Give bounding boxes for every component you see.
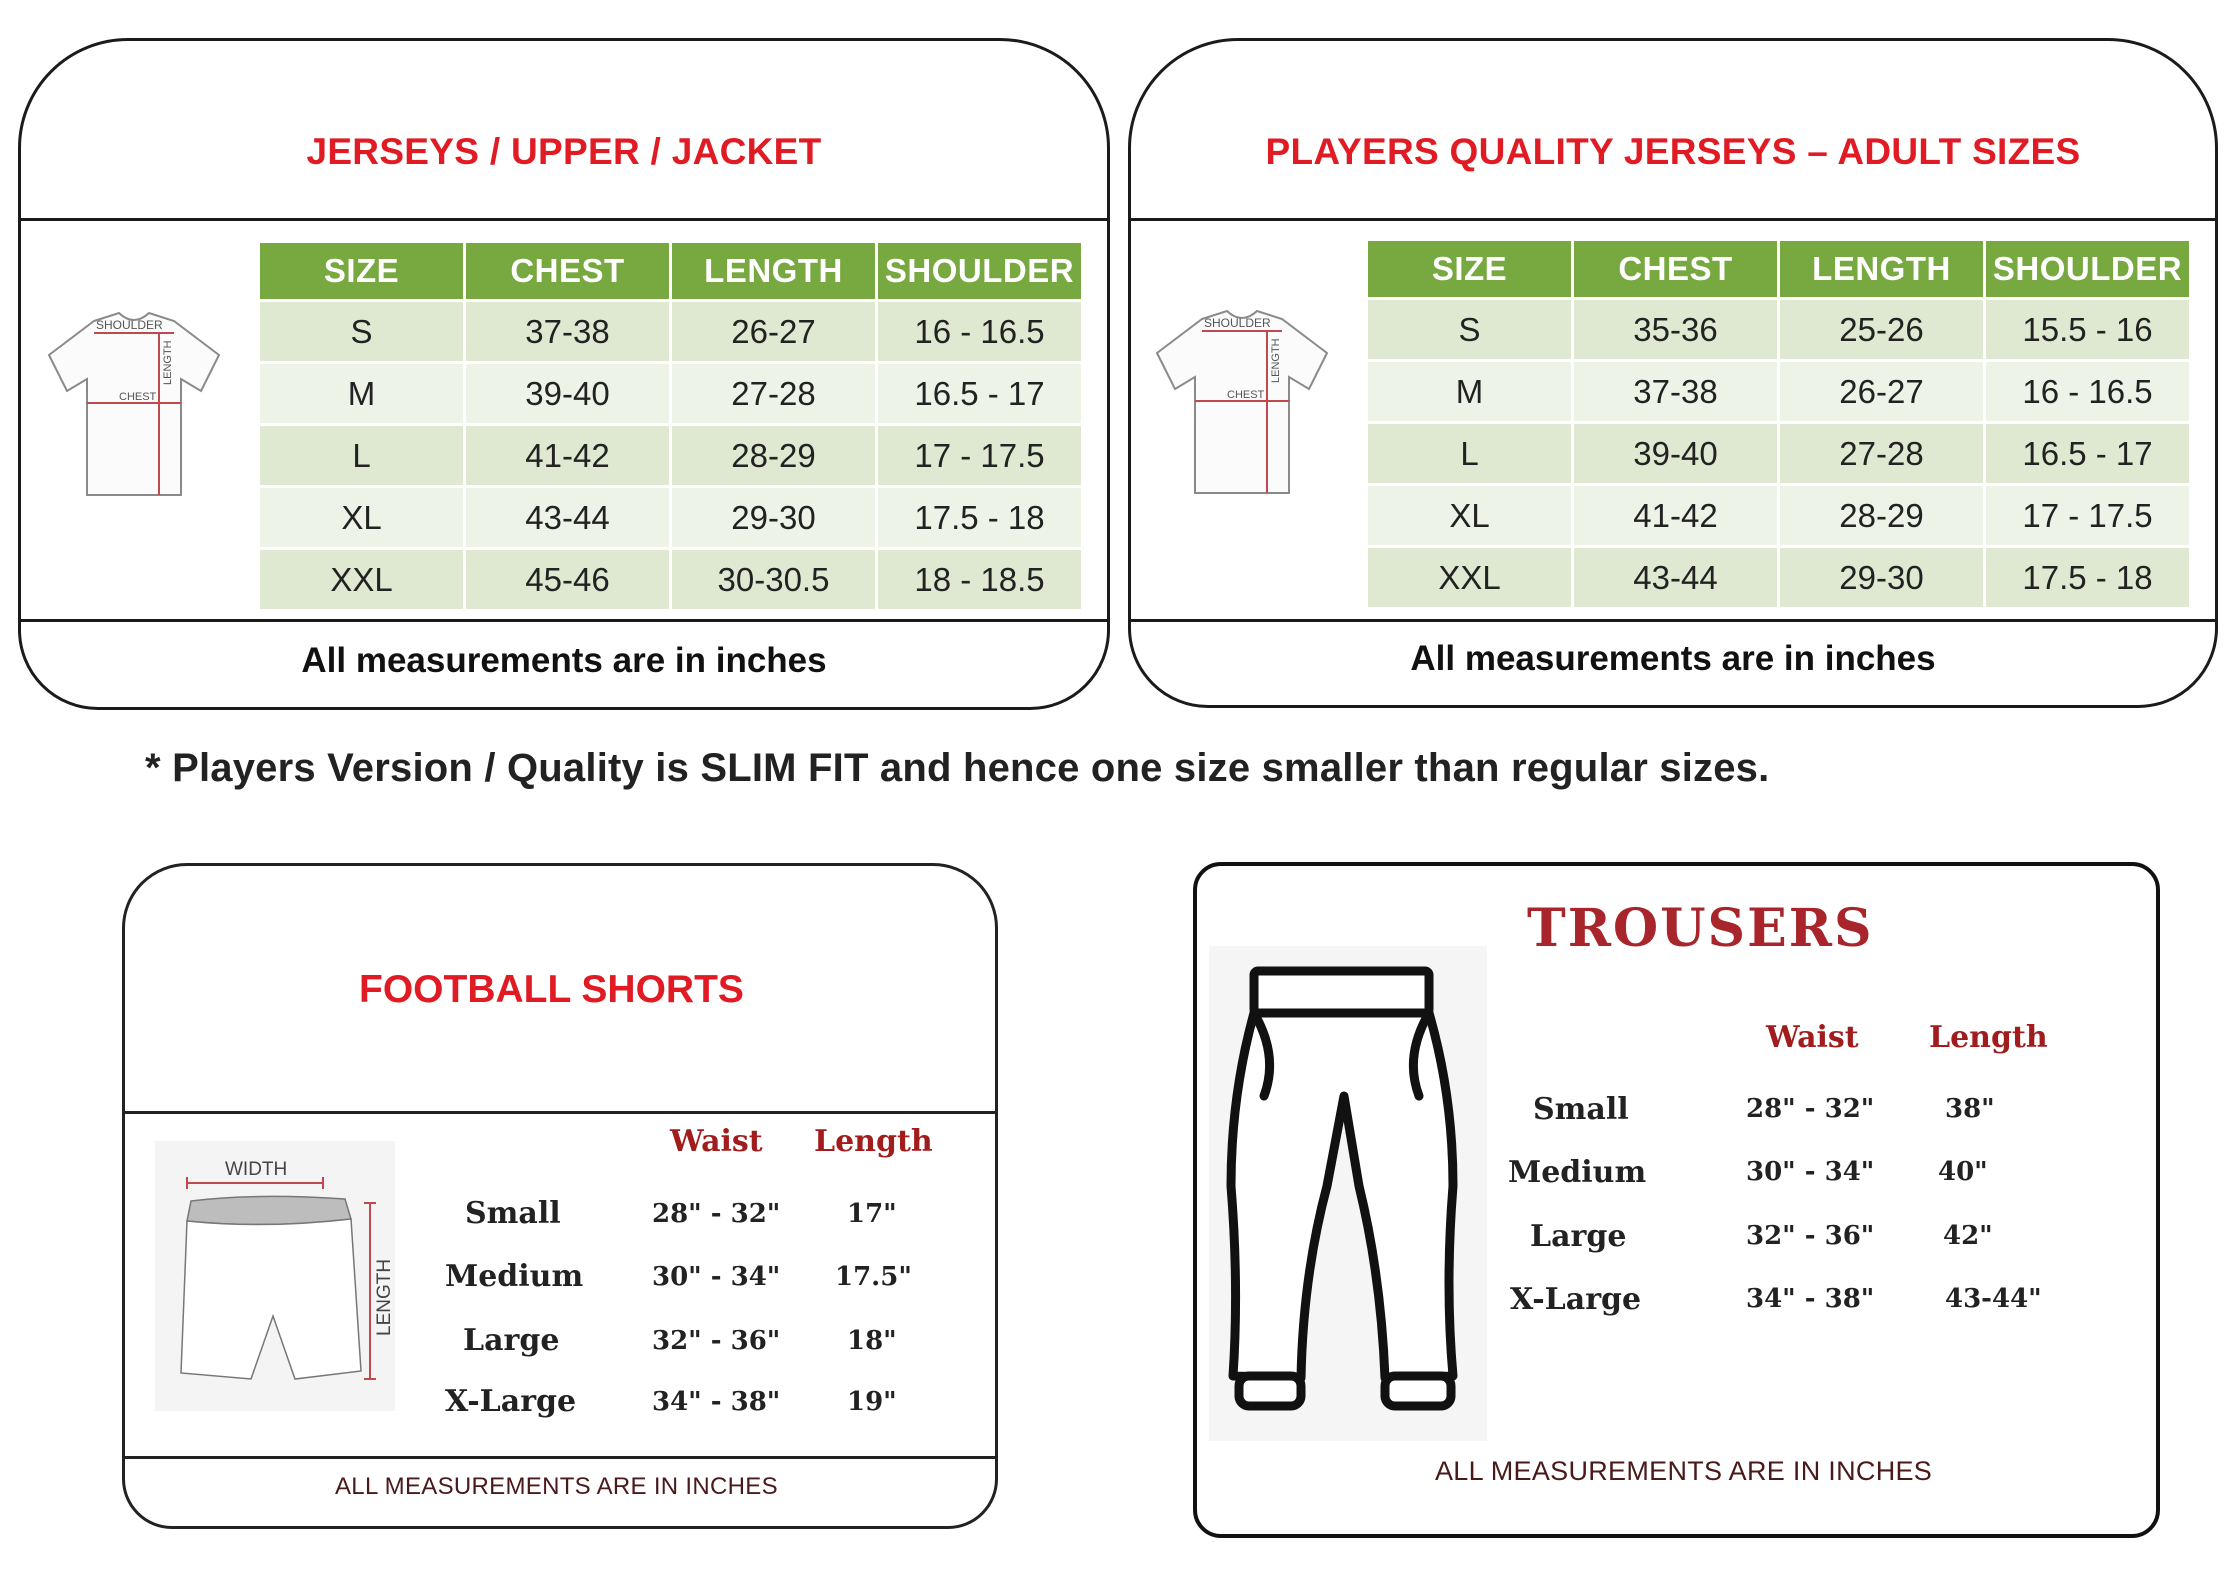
length-cell: 27-28 bbox=[1780, 424, 1983, 483]
jersey-card-footer: All measurements are in inches bbox=[301, 641, 827, 680]
trousers-length-xlarge: 43-44" bbox=[1945, 1284, 2042, 1314]
table-row bbox=[1368, 548, 2189, 607]
shorts-card-footer: ALL MEASUREMENTS ARE IN INCHES bbox=[335, 1473, 778, 1500]
trousers-length-small: 38" bbox=[1945, 1094, 1995, 1124]
trousers-diagram-icon bbox=[1209, 946, 1487, 1441]
trousers-waist-header: Waist bbox=[1766, 1020, 1859, 1055]
chest-label: CHEST bbox=[119, 391, 157, 403]
shorts-size-medium: Medium bbox=[445, 1259, 584, 1294]
shorts-waist-header: Waist bbox=[670, 1124, 763, 1159]
chest-cell: 41-42 bbox=[466, 426, 669, 485]
shorts-length-medium: 17.5" bbox=[835, 1262, 912, 1292]
length-cell: 25-26 bbox=[1780, 300, 1983, 359]
header-size: SIZE bbox=[1368, 241, 1571, 297]
size-cell: L bbox=[260, 426, 463, 485]
length-cell: 30-30.5 bbox=[672, 550, 875, 609]
table-row bbox=[1368, 424, 2189, 483]
shorts-size-large: Large bbox=[463, 1323, 560, 1358]
header-shoulder: SHOULDER bbox=[1986, 241, 2189, 297]
table-row bbox=[1368, 486, 2189, 545]
shorts-size-card bbox=[122, 863, 998, 1529]
trousers-length-large: 42" bbox=[1943, 1221, 1993, 1251]
width-label: WIDTH bbox=[225, 1159, 288, 1180]
shorts-length-large: 18" bbox=[847, 1326, 897, 1356]
shoulder-cell: 17 - 17.5 bbox=[1986, 486, 2189, 545]
size-cell: XL bbox=[260, 488, 463, 547]
trousers-size-large: Large bbox=[1530, 1219, 1627, 1254]
trousers-size-card bbox=[1193, 862, 2160, 1538]
size-cell: XL bbox=[1368, 486, 1571, 545]
trousers-waist-small: 28" - 32" bbox=[1746, 1094, 1875, 1124]
divider bbox=[18, 619, 1110, 622]
table-row bbox=[1368, 300, 2189, 359]
shorts-waist-large: 32" - 36" bbox=[652, 1326, 781, 1356]
tshirt-diagram-icon bbox=[1147, 301, 1337, 501]
divider bbox=[1128, 218, 2218, 221]
shorts-length-xlarge: 19" bbox=[847, 1387, 897, 1417]
shoulder-cell: 18 - 18.5 bbox=[878, 550, 1081, 609]
header-length: LENGTH bbox=[672, 243, 875, 299]
trousers-card-footer: ALL MEASUREMENTS ARE IN INCHES bbox=[1435, 1456, 1933, 1486]
players-size-table bbox=[1365, 238, 2192, 610]
trousers-size-xlarge: X-Large bbox=[1510, 1282, 1642, 1317]
table-row bbox=[260, 364, 1081, 423]
shoulder-cell: 17.5 - 18 bbox=[878, 488, 1081, 547]
header-size: SIZE bbox=[260, 243, 463, 299]
size-cell: S bbox=[260, 302, 463, 361]
shoulder-cell: 15.5 - 16 bbox=[1986, 300, 2189, 359]
shoulder-cell: 17.5 - 18 bbox=[1986, 548, 2189, 607]
trousers-waist-medium: 30" - 34" bbox=[1746, 1157, 1875, 1187]
table-row bbox=[260, 302, 1081, 361]
shoulder-label: SHOULDER bbox=[96, 318, 163, 332]
chest-cell: 45-46 bbox=[466, 550, 669, 609]
length-cell: 26-27 bbox=[1780, 362, 1983, 421]
chest-cell: 41-42 bbox=[1574, 486, 1777, 545]
table-row bbox=[260, 550, 1081, 609]
length-label: LENGTH bbox=[374, 1258, 395, 1336]
size-cell: M bbox=[260, 364, 463, 423]
shorts-length-small: 17" bbox=[847, 1199, 897, 1229]
trousers-size-small: Small bbox=[1533, 1092, 1629, 1127]
trousers-length-medium: 40" bbox=[1938, 1157, 1988, 1187]
shoulder-cell: 16.5 - 17 bbox=[1986, 424, 2189, 483]
divider bbox=[18, 218, 1110, 221]
divider bbox=[1128, 619, 2218, 622]
trousers-waist-xlarge: 34" - 38" bbox=[1746, 1284, 1875, 1314]
divider bbox=[122, 1111, 998, 1114]
size-cell: M bbox=[1368, 362, 1571, 421]
shoulder-label: SHOULDER bbox=[1204, 316, 1271, 330]
shorts-waist-xlarge: 34" - 38" bbox=[652, 1387, 781, 1417]
table-row bbox=[260, 488, 1081, 547]
header-chest: CHEST bbox=[1574, 241, 1777, 297]
length-cell: 28-29 bbox=[672, 426, 875, 485]
trousers-waist-large: 32" - 36" bbox=[1746, 1221, 1875, 1251]
chest-cell: 39-40 bbox=[1574, 424, 1777, 483]
trousers-length-header: Length bbox=[1929, 1020, 2048, 1055]
trousers-size-medium: Medium bbox=[1508, 1155, 1647, 1190]
size-cell: L bbox=[1368, 424, 1571, 483]
length-cell: 28-29 bbox=[1780, 486, 1983, 545]
shoulder-cell: 16 - 16.5 bbox=[1986, 362, 2189, 421]
jersey-card-title: JERSEYS / UPPER / JACKET bbox=[306, 131, 822, 172]
length-cell: 26-27 bbox=[672, 302, 875, 361]
trousers-card-title: TROUSERS bbox=[1527, 898, 1874, 959]
tshirt-diagram-icon bbox=[39, 303, 229, 503]
length-label: LENGTH bbox=[1270, 338, 1282, 383]
shoulder-cell: 16 - 16.5 bbox=[878, 302, 1081, 361]
shorts-size-small: Small bbox=[465, 1196, 561, 1231]
shorts-waist-medium: 30" - 34" bbox=[652, 1262, 781, 1292]
length-cell: 29-30 bbox=[672, 488, 875, 547]
divider bbox=[122, 1456, 998, 1459]
chest-cell: 35-36 bbox=[1574, 300, 1777, 359]
jersey-size-card bbox=[18, 38, 1110, 710]
length-cell: 29-30 bbox=[1780, 548, 1983, 607]
shorts-waist-small: 28" - 32" bbox=[652, 1199, 781, 1229]
header-length: LENGTH bbox=[1780, 241, 1983, 297]
shoulder-cell: 17 - 17.5 bbox=[878, 426, 1081, 485]
chest-cell: 39-40 bbox=[466, 364, 669, 423]
players-card-title: PLAYERS QUALITY JERSEYS – ADULT SIZES bbox=[1265, 131, 2081, 172]
header-chest: CHEST bbox=[466, 243, 669, 299]
shorts-diagram-icon bbox=[155, 1141, 395, 1411]
table-row bbox=[260, 426, 1081, 485]
jersey-size-table bbox=[257, 240, 1084, 612]
players-card-footer: All measurements are in inches bbox=[1410, 639, 1936, 678]
players-size-card bbox=[1128, 38, 2218, 708]
size-cell: XXL bbox=[1368, 548, 1571, 607]
chest-cell: 43-44 bbox=[1574, 548, 1777, 607]
length-label: LENGTH bbox=[162, 340, 174, 385]
shoulder-cell: 16.5 - 17 bbox=[878, 364, 1081, 423]
size-cell: XXL bbox=[260, 550, 463, 609]
chest-label: CHEST bbox=[1227, 389, 1265, 401]
chest-cell: 43-44 bbox=[466, 488, 669, 547]
size-cell: S bbox=[1368, 300, 1571, 359]
shorts-card-title: FOOTBALL SHORTS bbox=[359, 968, 744, 1011]
chest-cell: 37-38 bbox=[1574, 362, 1777, 421]
shorts-size-xlarge: X-Large bbox=[445, 1384, 577, 1419]
length-cell: 27-28 bbox=[672, 364, 875, 423]
slim-fit-note: * Players Version / Quality is SLIM FIT and hence one size smaller than regular sizes. bbox=[145, 746, 1770, 790]
chest-cell: 37-38 bbox=[466, 302, 669, 361]
table-row bbox=[1368, 362, 2189, 421]
shorts-length-header: Length bbox=[814, 1124, 933, 1159]
header-shoulder: SHOULDER bbox=[878, 243, 1081, 299]
